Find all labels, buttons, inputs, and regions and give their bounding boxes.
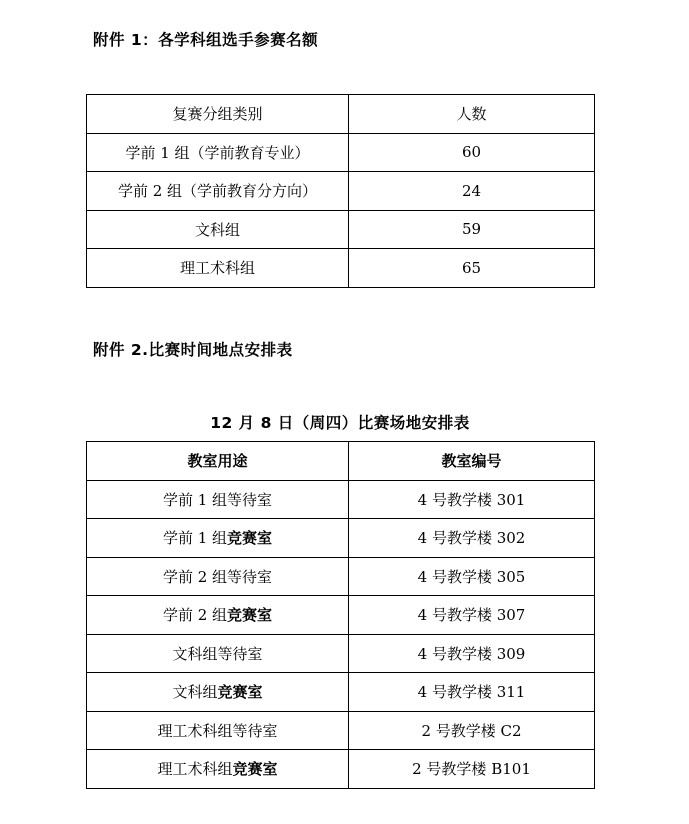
room-number-cell: 4 号教学楼 311 <box>349 673 595 712</box>
group-name: 文科组 <box>172 644 218 663</box>
group-name: 理工术科组 <box>157 721 233 740</box>
table-row <box>87 133 595 172</box>
room-number-cell: 4 号教学楼 309 <box>349 634 595 673</box>
schedule-table-caption: 12 月 8 日（周四）比赛场地安排表 <box>210 414 470 432</box>
room-number-cell: 2 号教学楼 B101 <box>349 750 595 789</box>
table-row <box>87 673 595 712</box>
room-purpose: 等待室 <box>232 721 278 740</box>
count-cell: 59 <box>349 210 595 249</box>
table-row <box>87 480 595 519</box>
room-purpose: 等待室 <box>227 567 273 586</box>
room-purpose-cell <box>87 750 349 789</box>
header-count: 人数 <box>349 95 595 134</box>
venue-table-body <box>87 480 595 788</box>
room-purpose-cell <box>87 634 349 673</box>
group-cell: 理工术科组 <box>87 249 349 288</box>
table-row <box>87 634 595 673</box>
room-purpose-cell <box>87 673 349 712</box>
room-purpose: 竞赛室 <box>217 683 263 702</box>
venue-schedule-table <box>86 441 595 789</box>
room-number-cell: 4 号教学楼 302 <box>349 519 595 558</box>
quota-table-header-row <box>87 95 595 134</box>
room-purpose: 竞赛室 <box>227 606 273 625</box>
group-name: 学前 2 组 <box>162 606 228 625</box>
room-purpose-cell <box>87 557 349 596</box>
table-row <box>87 596 595 635</box>
table-row <box>87 210 595 249</box>
group-name: 文科组 <box>172 683 218 702</box>
group-name: 学前 1 组 <box>162 529 228 548</box>
room-purpose-cell <box>87 596 349 635</box>
group-cell: 文科组 <box>87 210 349 249</box>
room-number-cell: 2 号教学楼 C2 <box>349 711 595 750</box>
table-row <box>87 519 595 558</box>
header-group-category: 复赛分组类别 <box>87 95 349 134</box>
table-row <box>87 750 595 789</box>
room-number-cell: 4 号教学楼 307 <box>349 596 595 635</box>
group-cell: 学前 1 组（学前教育专业） <box>87 133 349 172</box>
table-row <box>87 249 595 288</box>
group-cell: 学前 2 组（学前教育分方向） <box>87 172 349 211</box>
group-name: 学前 1 组 <box>162 490 228 509</box>
count-cell: 60 <box>349 133 595 172</box>
attachment1-title: 附件 1：各学科组选手参赛名额 <box>93 31 319 49</box>
group-name: 学前 2 组 <box>162 567 228 586</box>
quota-table <box>86 94 595 288</box>
room-number-cell: 4 号教学楼 305 <box>349 557 595 596</box>
header-room-purpose: 教室用途 <box>87 442 349 481</box>
count-cell: 24 <box>349 172 595 211</box>
table-row <box>87 557 595 596</box>
room-purpose-cell <box>87 711 349 750</box>
room-purpose: 等待室 <box>227 490 273 509</box>
room-purpose: 竞赛室 <box>232 760 278 779</box>
attachment2-title: 附件 2.比赛时间地点安排表 <box>93 341 293 359</box>
group-name: 理工术科组 <box>157 760 233 779</box>
count-cell: 65 <box>349 249 595 288</box>
table-row <box>87 172 595 211</box>
room-purpose-cell <box>87 480 349 519</box>
venue-table-header-row <box>87 442 595 481</box>
header-room-number: 教室编号 <box>349 442 595 481</box>
table-row <box>87 711 595 750</box>
room-number-cell: 4 号教学楼 301 <box>349 480 595 519</box>
room-purpose: 等待室 <box>217 644 263 663</box>
room-purpose: 竞赛室 <box>227 529 273 548</box>
room-purpose-cell <box>87 519 349 558</box>
